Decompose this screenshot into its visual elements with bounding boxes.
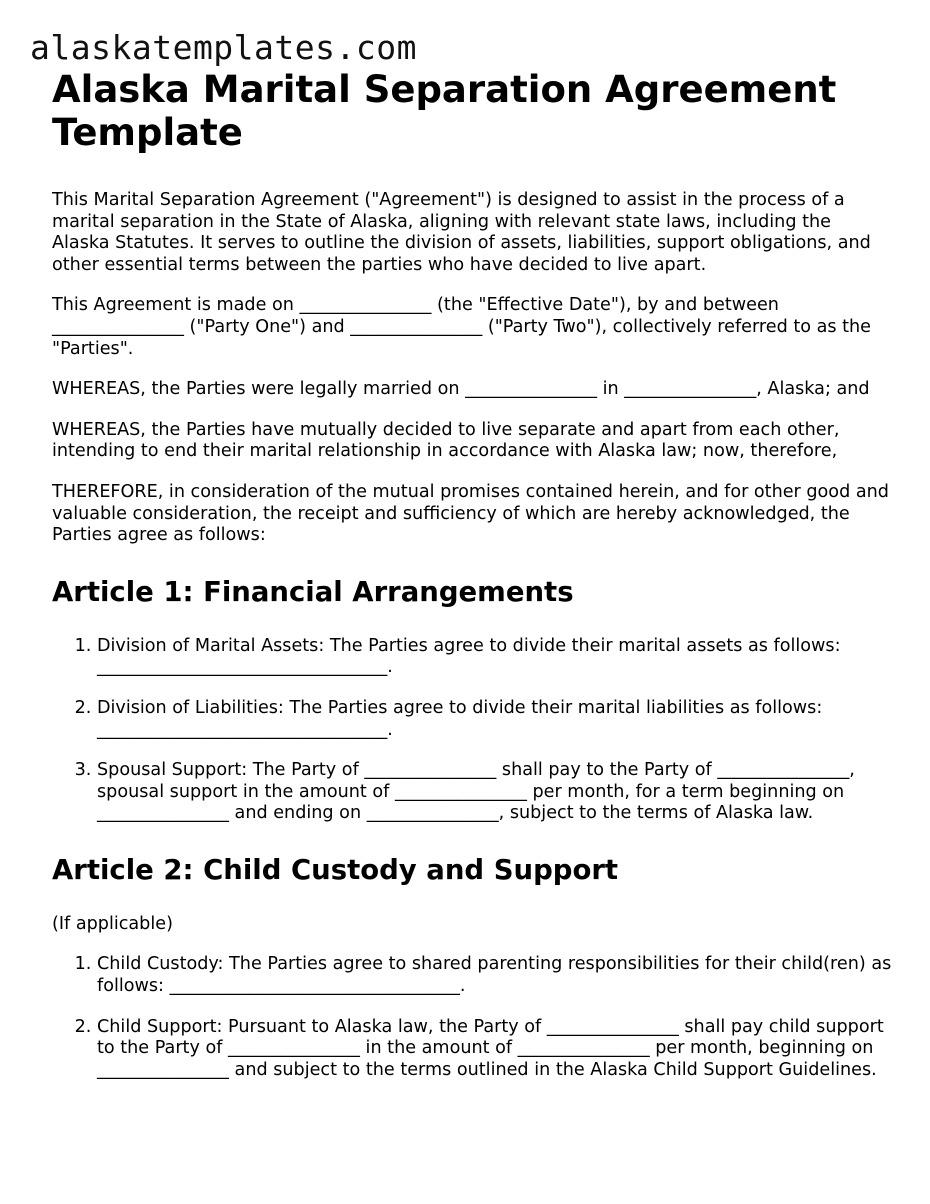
therefore-paragraph: THEREFORE, in consideration of the mutual promises contained herein, and for other good and valuable consideration, the receipt and sufficiency of which are hereby acknowledged, the Parties agree as follows: [52, 481, 889, 546]
document-title: Alaska Marital Separation Agreement Template [52, 68, 837, 154]
whereas-separation-paragraph: WHEREAS, the Parties have mutually decided to live separate and apart from each other, intending to end their marital relationship in accordance with Alaska law; now, therefore, [52, 419, 840, 462]
article-1-heading: Article 1: Financial Arrangements [52, 575, 574, 608]
article-1-item-liabilities: 2. Division of Liabilities: The Parties agree to divide their marital liabilities as follows: _________________________________. [97, 698, 892, 741]
intro-paragraph: This Marital Separation Agreement ("Agreement") is designed to assist in the process of a marital separation in the State of Alaska, aligning with relevant state laws, including the Alaska Statutes. It serves to outline the division of assets, liabilities, support obligations, and other essential terms between the parties who have decided to live apart. [52, 190, 871, 275]
article-1-item-spousal-support: 3. Spousal Support: The Party of _______________ shall pay to the Party of _______________, spousal support in the amount of _______________ per month, for a term beginning on _______________ and ending on _______________, subject to the terms of Alaska law. [97, 760, 892, 825]
article-2-list [52, 954, 892, 1081]
article-1-item-assets: 1. Division of Marital Assets: The Parties agree to divide their marital assets as follows: _________________________________. [97, 636, 892, 679]
article-2-item-child-support: 2. Child Support: Pursuant to Alaska law, the Party of _______________ shall pay child support to the Party of _______________ in the amount of _______________ per month, beginning on _______________ and subject to the terms outlined in the Alaska Child Support Guidelines. [97, 1017, 892, 1082]
article-1-list [52, 636, 892, 825]
article-2-note: (If applicable) [52, 913, 173, 934]
whereas-marriage-paragraph: WHEREAS, the Parties were legally married on _______________ in _______________, Alaska; and [52, 379, 870, 400]
document-body [52, 68, 892, 1101]
article-2-heading: Article 2: Child Custody and Support [52, 853, 619, 886]
site-watermark: alaskatemplates.com [30, 28, 417, 67]
parties-paragraph: This Agreement is made on _______________ (the "Effective Date"), by and between _______________ ("Party One") and _______________ ("Party Two"), collectively referred to as the "Parties". [52, 295, 872, 359]
article-2-item-custody: 1. Child Custody: The Parties agree to shared parenting responsibilities for their child(ren) as follows: _________________________________. [97, 954, 892, 997]
